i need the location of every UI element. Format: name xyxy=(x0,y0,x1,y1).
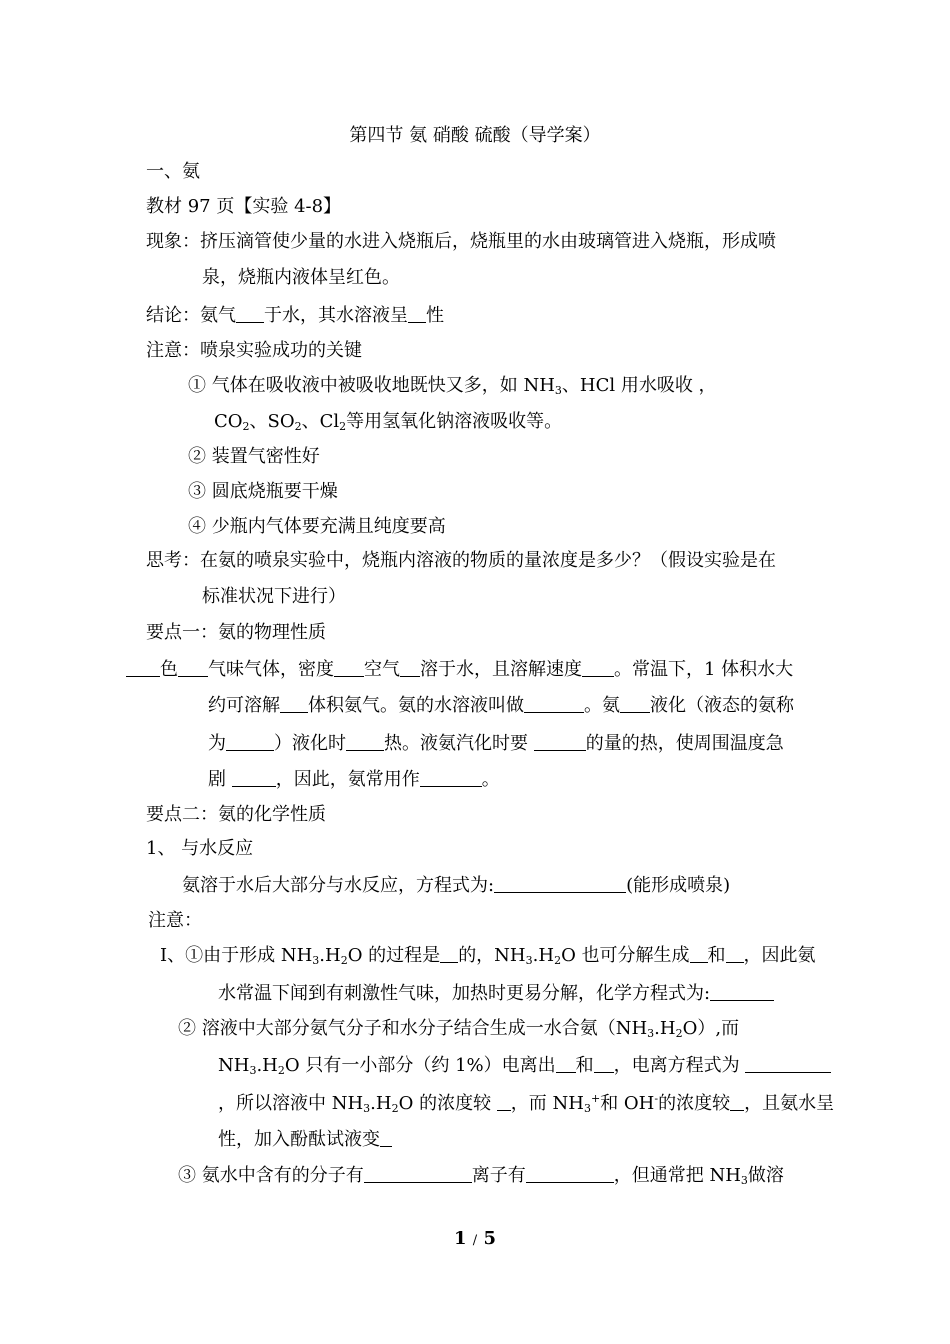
note-2-text: O 只有一小部分（约 1%）电离出 xyxy=(284,1055,556,1076)
blank xyxy=(690,944,708,963)
note-i-line-1 xyxy=(160,944,816,967)
conclusion-text-a: 结论：氨气 xyxy=(146,305,236,326)
blank xyxy=(232,768,276,787)
note-3-text: 做溶 xyxy=(747,1165,784,1186)
blank xyxy=(226,732,274,751)
p1-text: 约可溶解 xyxy=(208,695,280,716)
p1-text: 。 xyxy=(481,769,500,790)
blank xyxy=(440,944,458,963)
key-point-1-line-2 xyxy=(214,411,562,433)
p1-text: 溶于水，且溶解速度 xyxy=(420,659,582,680)
blank xyxy=(280,694,308,713)
blank xyxy=(178,658,208,677)
note-i-text: .H xyxy=(532,945,555,966)
blank xyxy=(408,304,426,323)
phenomenon-line-2: 泉，烧瓶内液体呈红色。 xyxy=(202,267,400,288)
subscript: 2 xyxy=(391,1102,399,1115)
blank xyxy=(582,658,614,677)
point-1-heading: 要点一：氨的物理性质 xyxy=(146,622,326,643)
blank xyxy=(497,1092,511,1111)
blank xyxy=(364,1164,472,1183)
blank xyxy=(400,658,420,677)
subscript: 2 xyxy=(277,1064,285,1077)
note-2-text: ，且氨水呈 xyxy=(744,1093,835,1114)
think-line-2: 标准状况下进行） xyxy=(202,586,346,607)
subscript: 2 xyxy=(340,954,348,967)
note-i-text: ，因此氨 xyxy=(743,945,816,966)
blank xyxy=(334,658,364,677)
subscript: 3 xyxy=(249,1064,257,1077)
key-point-4: ④ 少瓶内气体要充满且纯度要高 xyxy=(188,516,446,537)
key1-text-b: 、HCl 用水吸收 ， xyxy=(561,375,717,396)
blank xyxy=(726,944,744,963)
page-separator: / xyxy=(472,1233,478,1248)
subscript: 3 xyxy=(525,954,533,967)
note-i-text: 水常温下闻到有刺激性气味，加热时更易分解，化学方程式为: xyxy=(218,983,711,1004)
note-i-text: 的，NH xyxy=(458,945,526,966)
note-heading: 注意：喷泉实验成功的关键 xyxy=(146,340,362,361)
subscript: 3 xyxy=(554,384,562,397)
subscript: 3 xyxy=(312,954,320,967)
note-2-line-4 xyxy=(218,1128,392,1151)
equation-line xyxy=(182,874,730,897)
cl2-label: 、Cl xyxy=(301,411,340,432)
page-total: 5 xyxy=(483,1228,496,1249)
page-number-footer xyxy=(0,1228,950,1249)
p1-text: 热。液氨汽化时要 xyxy=(384,733,534,754)
subscript: 2 xyxy=(294,420,302,433)
blank xyxy=(594,1054,614,1073)
p1-text: ）液化时 xyxy=(274,733,346,754)
point-1-line-2 xyxy=(208,694,794,717)
equation-text: 氨溶于水后大部分与水反应，方程式为: xyxy=(182,875,495,896)
note-i-line-2 xyxy=(218,982,774,1005)
p1-text: 色 xyxy=(160,659,178,680)
conclusion-text-b: 于水，其水溶液呈 xyxy=(264,305,408,326)
blank xyxy=(620,694,650,713)
superscript: - xyxy=(654,1092,659,1105)
key1-text-a: ① 气体在吸收液中被吸收地既快又多，如 NH xyxy=(188,375,555,396)
phenomenon-line-1: 现象：挤压滴管使少量的水进入烧瓶后，烧瓶里的水由玻璃管进入烧瓶，形成喷 xyxy=(146,231,776,252)
key1-text-c: 等用氢氧化钠溶液吸收等。 xyxy=(346,411,563,432)
textbook-reference: 教材 97 页【实验 4-8】 xyxy=(146,196,342,217)
note-2-text: ，电离方程式为 xyxy=(613,1055,746,1076)
note-2-text: ，而 NH xyxy=(510,1093,584,1114)
note-2-text: O 的浓度较 xyxy=(398,1093,497,1114)
note-3-line xyxy=(178,1164,784,1187)
key-point-3: ③ 圆底烧瓶要干燥 xyxy=(188,481,338,502)
note-2-line-2 xyxy=(218,1054,831,1077)
note-i-text: O 也可分解生成 xyxy=(561,945,690,966)
subscript: 2 xyxy=(554,954,562,967)
blank xyxy=(556,1054,576,1073)
subscript: 2 xyxy=(242,420,250,433)
note-2-text: .H xyxy=(370,1093,392,1114)
point-1-line-3 xyxy=(208,732,784,755)
blank xyxy=(710,982,774,1001)
note-2-text: 和 OH xyxy=(600,1093,655,1114)
page-title: 第四节 氨 硝酸 硫酸（导学案） xyxy=(349,125,601,146)
note-2-text: O）,而 xyxy=(682,1018,740,1039)
subscript: 3 xyxy=(363,1102,371,1115)
note-2-line-3 xyxy=(218,1092,834,1115)
superscript: + xyxy=(590,1092,601,1105)
blank xyxy=(524,694,584,713)
p1-text: 。常温下，1 体积水大 xyxy=(614,659,794,680)
subscript: 3 xyxy=(583,1102,591,1115)
p1-text: 剧 xyxy=(208,769,232,790)
subscript: 2 xyxy=(675,1027,683,1040)
key-point-2: ② 装置气密性好 xyxy=(188,446,320,467)
note-2-text: ，所以溶液中 NH xyxy=(218,1093,364,1114)
note-2-text: NH xyxy=(218,1055,250,1076)
note-i-text: O 的过程是 xyxy=(347,945,441,966)
note-2-text: 性，加入酚酞试液变 xyxy=(218,1129,380,1150)
note-i-text: I、①由于形成 NH xyxy=(160,945,313,966)
key-point-1-line-1 xyxy=(188,375,717,397)
note-2-line-1 xyxy=(178,1018,739,1040)
conclusion-line xyxy=(146,304,444,327)
note-2-text: ② 溶液中大部分氨气分子和水分子结合生成一水合氨（NH xyxy=(178,1018,648,1039)
note-2-text: 的浓度较 xyxy=(658,1093,731,1114)
blank xyxy=(126,658,160,677)
note-i-text: 和 xyxy=(707,945,726,966)
p1-text: 的量的热，使周围温度急 xyxy=(585,733,784,754)
subscript: 2 xyxy=(339,420,347,433)
subscript: 3 xyxy=(740,1174,748,1187)
point-2-heading: 要点二：氨的化学性质 xyxy=(146,804,326,825)
co2-label: CO xyxy=(214,411,243,432)
blank xyxy=(534,732,586,751)
point-1-line-4 xyxy=(208,768,500,791)
note-3-text: ，但通常把 NH xyxy=(613,1165,741,1186)
p1-text: 。氨 xyxy=(584,695,620,716)
note-2-text: 和 xyxy=(575,1055,594,1076)
think-line-1: 思考：在氨的喷泉实验中，烧瓶内溶液的物质的量浓度是多少？（假设实验是在 xyxy=(146,550,776,571)
note-2-text: .H xyxy=(654,1018,676,1039)
p1-text: ，因此，氨常用作 xyxy=(275,769,420,790)
note-label: 注意： xyxy=(148,910,202,931)
p1-text: 液化（液态的氨称 xyxy=(650,695,794,716)
so2-label: 、SO xyxy=(249,411,295,432)
blank xyxy=(380,1128,392,1147)
item-1-water-reaction: 1、 与水反应 xyxy=(146,838,254,859)
blank xyxy=(730,1092,744,1111)
section-heading-ammonia: 一、氨 xyxy=(146,161,200,182)
equation-note: (能形成喷泉) xyxy=(626,875,731,896)
page-number: 1 xyxy=(453,1228,467,1249)
blank xyxy=(745,1054,831,1073)
blank xyxy=(346,732,384,751)
note-3-text: ③ 氨水中含有的分子有 xyxy=(178,1165,364,1186)
blank xyxy=(420,768,482,787)
subscript: 3 xyxy=(647,1027,655,1040)
p1-text: 体积氨气。氨的水溶液叫做 xyxy=(308,695,524,716)
conclusion-text-c: 性 xyxy=(426,305,444,326)
blank xyxy=(236,304,264,323)
point-1-line-1 xyxy=(126,658,793,681)
note-3-text: 离子有 xyxy=(471,1165,526,1186)
note-i-text: .H xyxy=(319,945,341,966)
note-2-text: .H xyxy=(256,1055,278,1076)
p1-text: 为 xyxy=(208,733,226,754)
blank xyxy=(526,1164,614,1183)
p1-text: 气味气体，密度 xyxy=(208,659,334,680)
p1-text: 空气 xyxy=(364,659,400,680)
blank xyxy=(494,874,626,893)
